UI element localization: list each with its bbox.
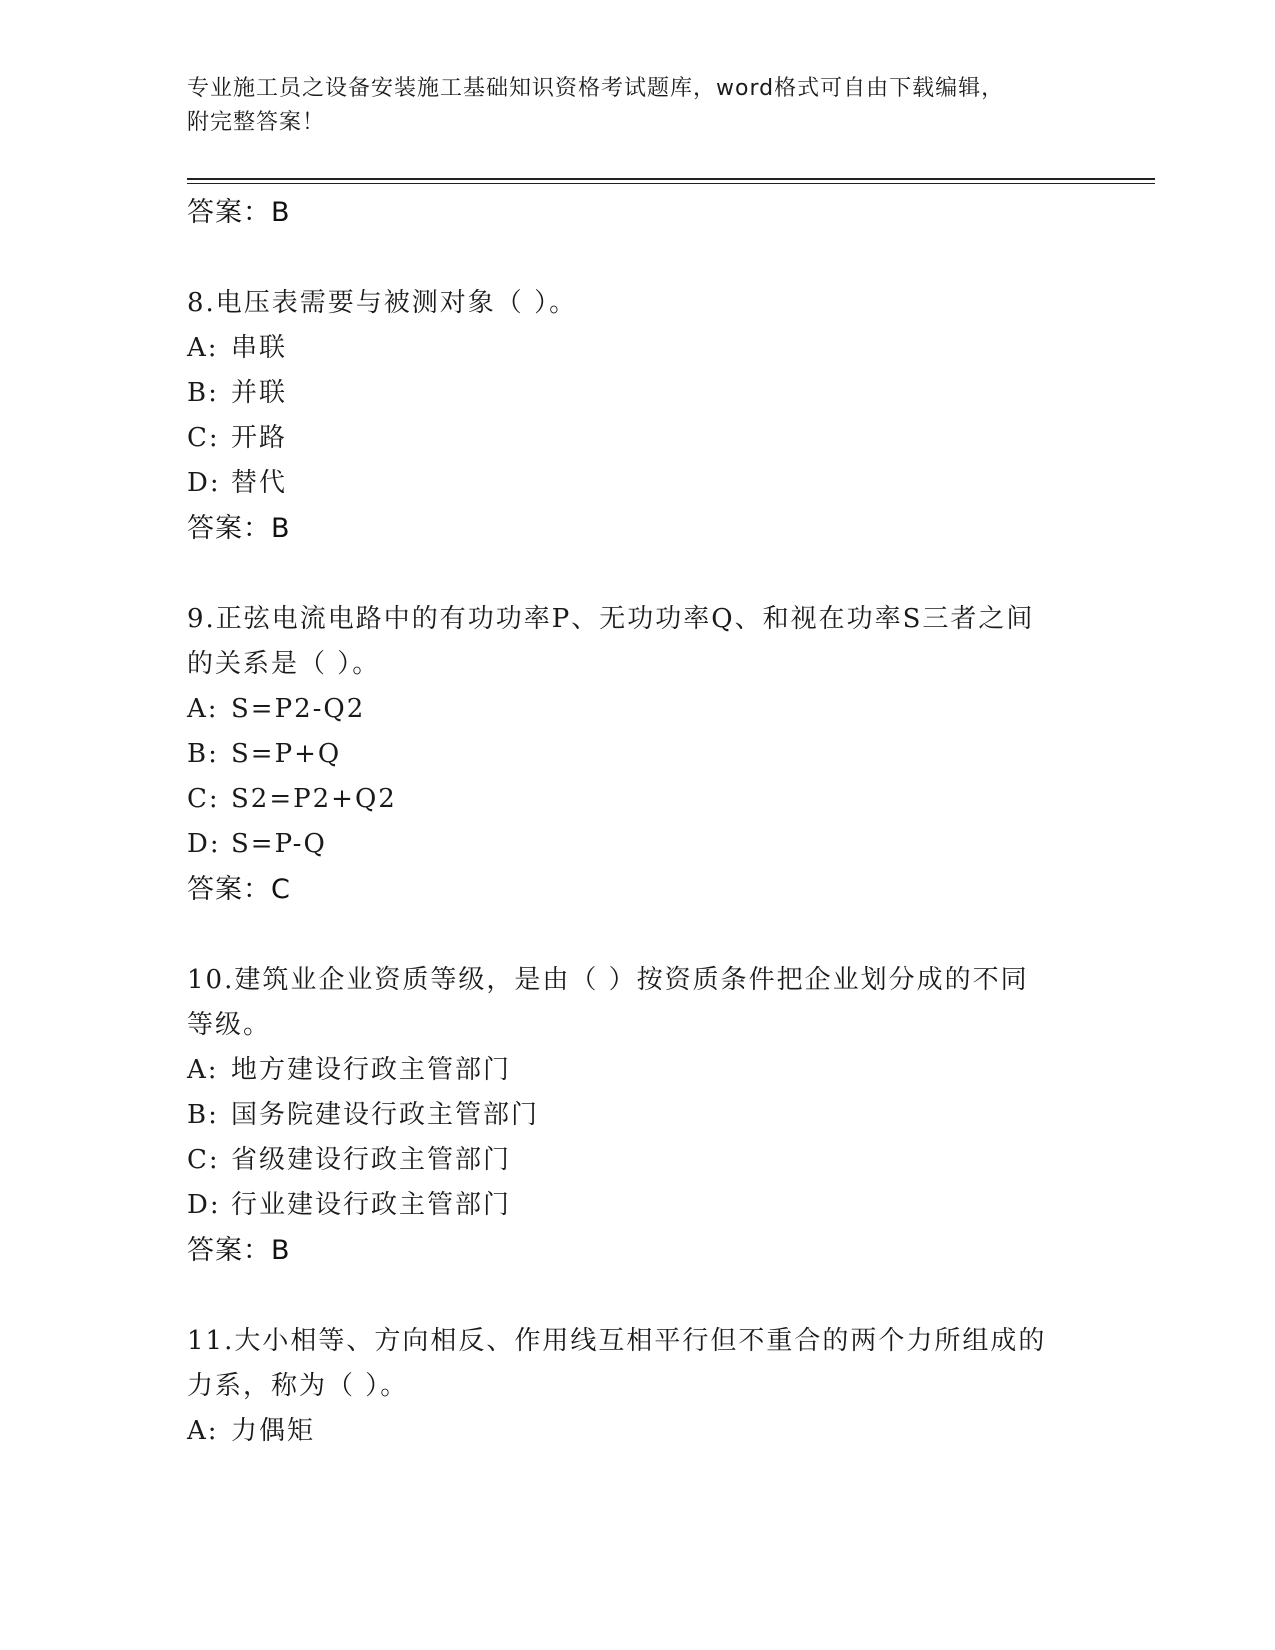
question-10-option-b: B: 国务院建设行政主管部门 [187, 1100, 540, 1130]
question-10-answer: 答案：B [187, 1235, 291, 1266]
question-8-option-c: C: 开路 [187, 423, 288, 453]
question-10-option-d: D: 行业建设行政主管部门 [187, 1190, 512, 1220]
question-9-option-c: C: S2=P2+Q2 [187, 784, 397, 814]
question-9-text-line-1: 9.正弦电流电路中的有功功率P、无功功率Q、和视在功率S三者之间 [187, 604, 1035, 634]
question-list [187, 190, 1087, 1454]
question-9-option-d: D: S=P-Q [187, 829, 327, 859]
previous-answer: 答案：B [187, 197, 291, 228]
question-11-option-a: A: 力偶矩 [187, 1416, 316, 1446]
question-8-option-d: D: 替代 [187, 468, 288, 498]
question-8-answer: 答案：B [187, 513, 291, 544]
document-header [187, 72, 1087, 140]
question-10-option-a: A: 地方建设行政主管部门 [187, 1055, 512, 1085]
question-8-option-b: B: 并联 [187, 378, 288, 408]
header-line-2: 附完整答案！ [187, 110, 326, 135]
question-10-option-c: C: 省级建设行政主管部门 [187, 1145, 512, 1175]
question-10-text-line-1: 10.建筑业企业资质等级，是由（ ）按资质条件把企业划分成的不同 [187, 965, 1029, 995]
header-divider-thin [187, 183, 1155, 184]
question-10-text-line-2: 等级。 [187, 1010, 272, 1040]
question-8-text: 8.电压表需要与被测对象（ ）。 [187, 288, 578, 318]
question-8 [187, 281, 1087, 551]
question-10 [187, 958, 1087, 1273]
question-9-option-a: A: S=P2-Q2 [187, 694, 366, 724]
header-divider-thick [187, 178, 1155, 180]
question-11-text-line-2: 力系，称为（ ）。 [187, 1371, 409, 1401]
question-8-option-a: A: 串联 [187, 333, 288, 363]
header-line-1: 专业施工员之设备安装施工基础知识资格考试题库，word格式可自由下载编辑， [187, 76, 1005, 101]
question-9-option-b: B: S=P+Q [187, 739, 342, 769]
question-9-answer: 答案：C [187, 874, 291, 905]
question-11-text-line-1: 11.大小相等、方向相反、作用线互相平行但不重合的两个力所组成的 [187, 1326, 1047, 1356]
question-11 [187, 1319, 1087, 1454]
question-9-text-line-2: 的关系是（ ）。 [187, 649, 381, 679]
question-9 [187, 597, 1087, 912]
